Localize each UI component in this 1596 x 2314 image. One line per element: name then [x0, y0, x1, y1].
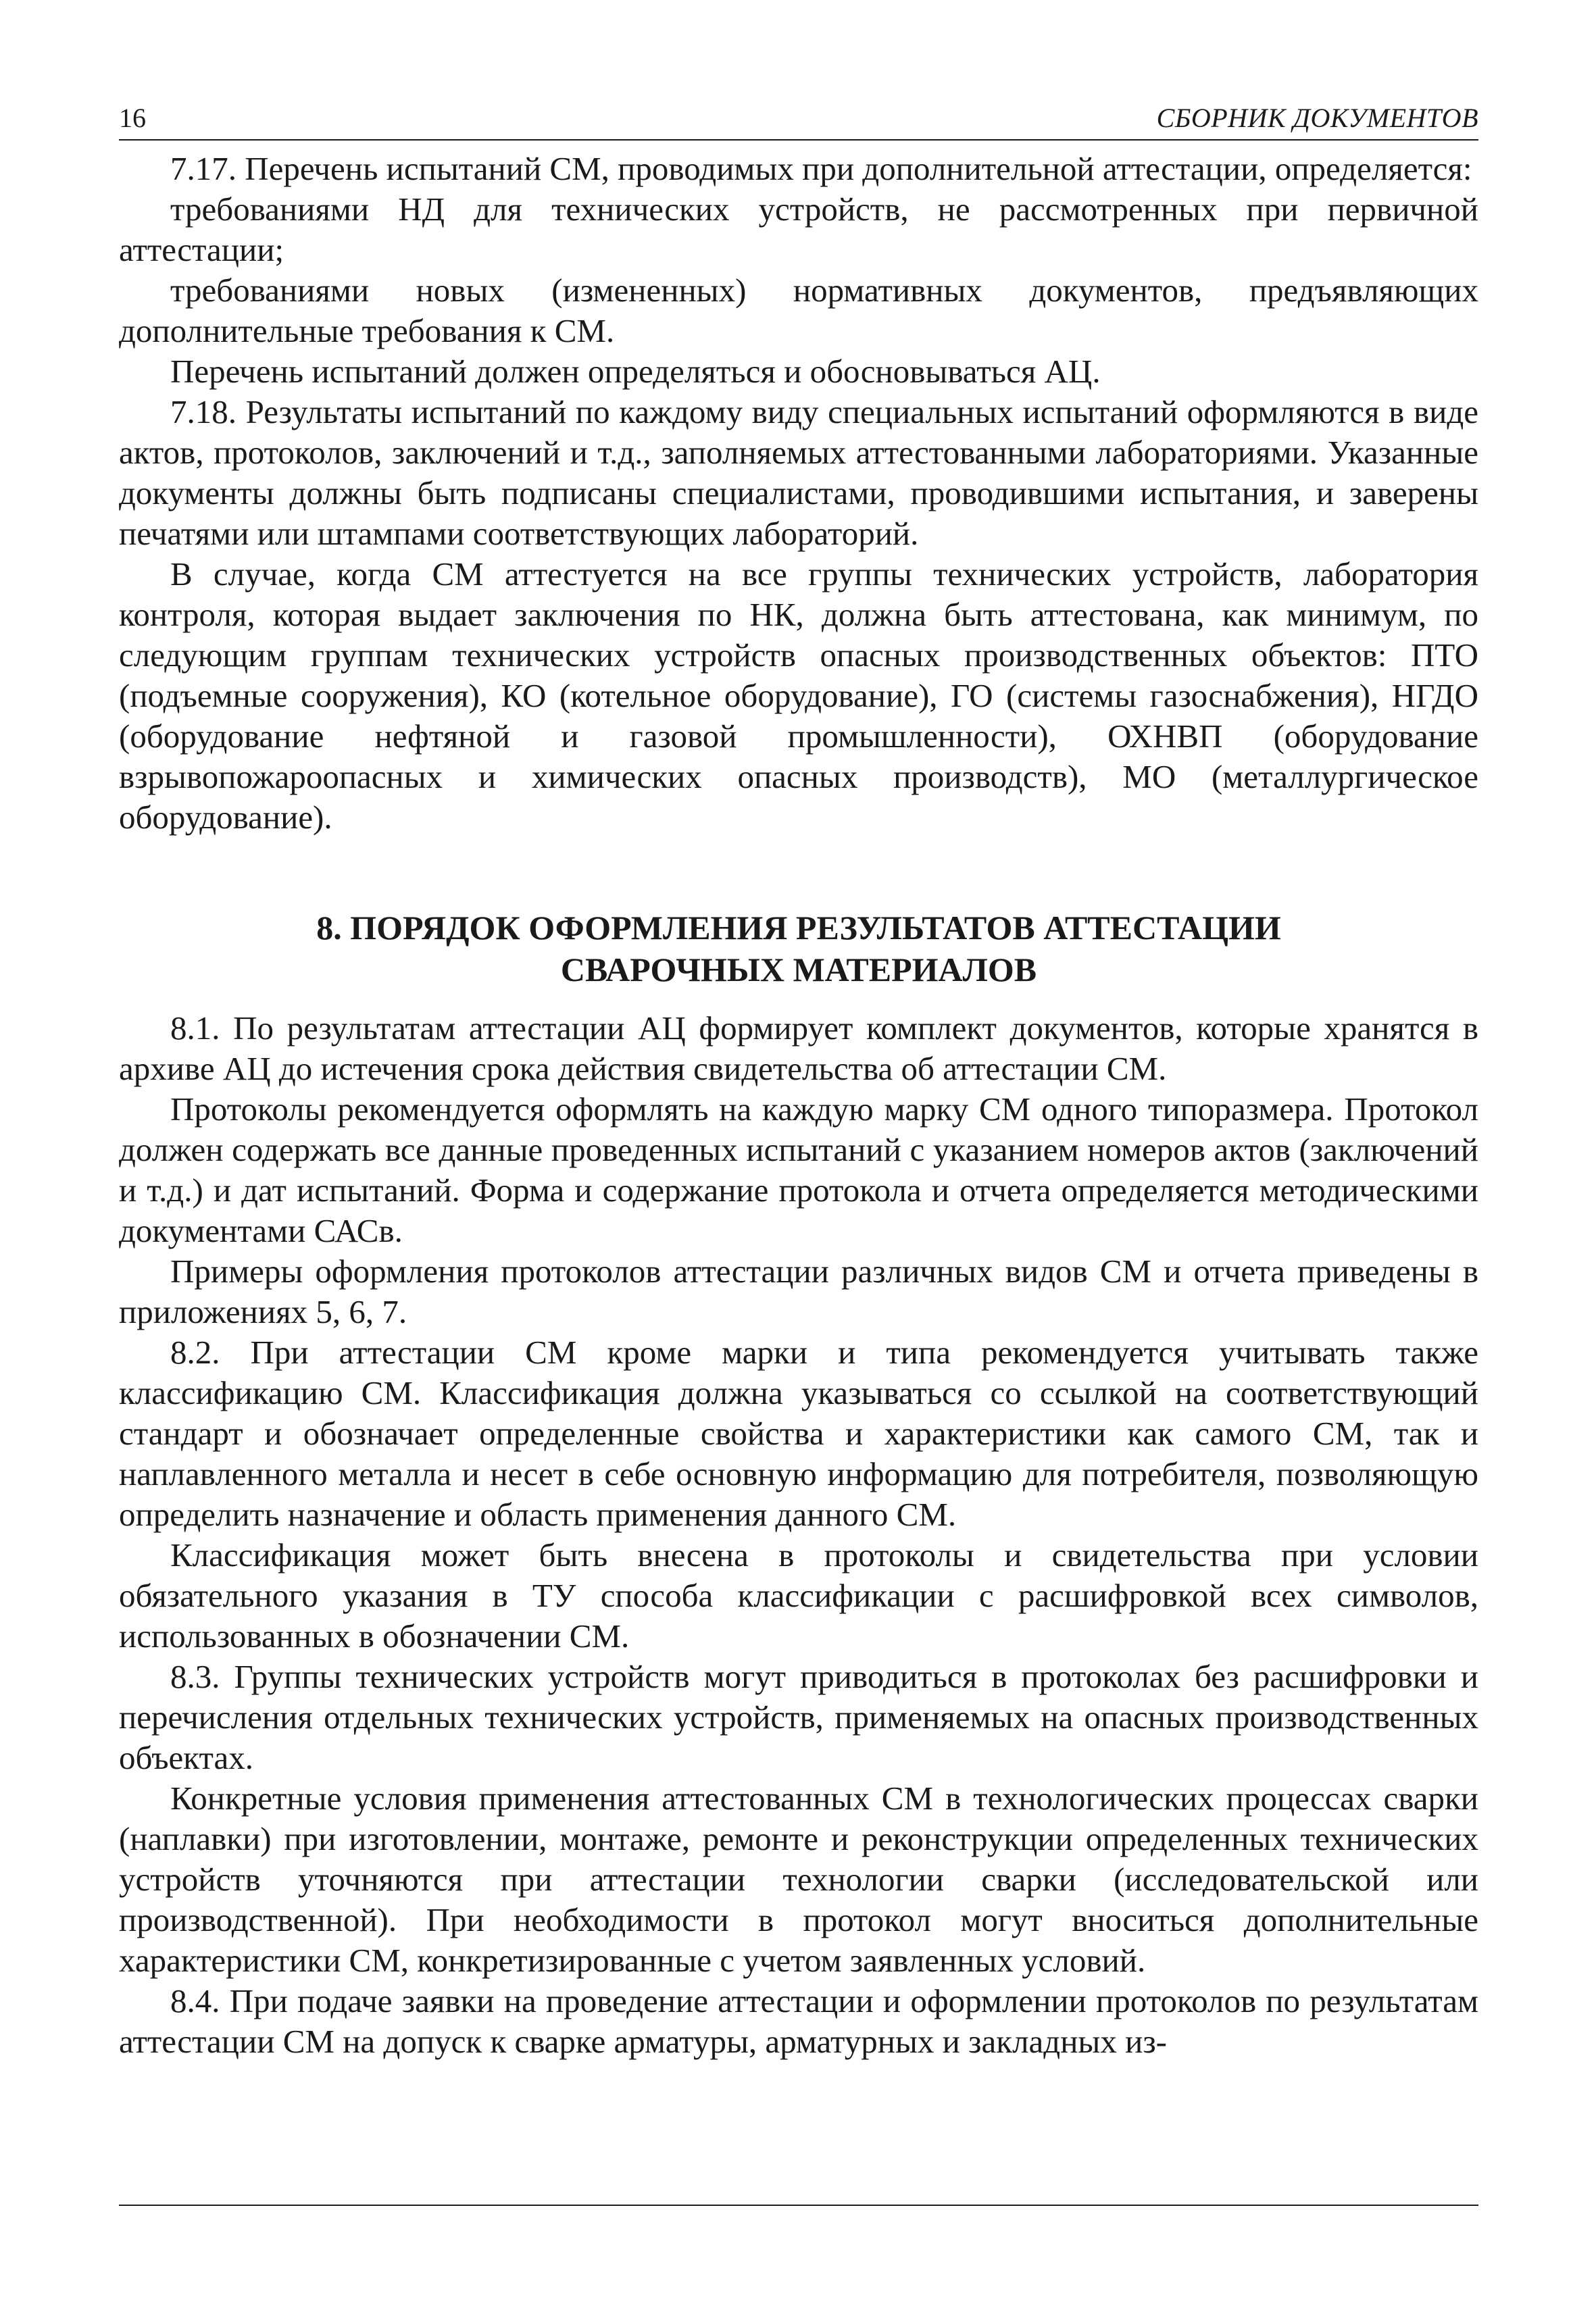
paragraph-8-1: 8.1. По результатам аттестации АЦ формирует комплект документов, которые хранятся в архиве АЦ до истечения срока действия свидетельства об аттестации СМ.	[119, 1009, 1478, 1087]
paragraph-classification: Классификация может быть внесена в протоколы и свидетельства при условии обязательного указания в ТУ способа классификации с расшифровкой всех символов, использованных в обозначении СМ.	[119, 1536, 1478, 1655]
paragraph-8-4: 8.4. При подаче заявки на проведение аттестации и оформлении протоколов по результатам аттестации СМ на допуск к сварке арматуры, арматурных и закладных из-	[119, 1982, 1478, 2060]
body-text	[119, 149, 1478, 2062]
paragraph-requirement-2: требованиями новых (измененных) нормативных документов, предъявляющих дополнительные требования к СМ.	[119, 272, 1478, 349]
paragraph-7-18: 7.18. Результаты испытаний по каждому виду специальных испытаний оформляются в виде актов, протоколов, заключений и т.д., заполняемых аттестованными лабораториями. Указанные документы должны быть подписаны специалистами, проводившими испытания, и заверены печатями или штампами соответствующих лабораторий.	[119, 393, 1478, 552]
paragraph-7-17: 7.17. Перечень испытаний СМ, проводимых при дополнительной аттестации, определяется:	[170, 150, 1472, 187]
paragraph-conditions: Конкретные условия применения аттестованных СМ в технологических процессах сварки (наплавки) при изготовлении, монтаже, ремонте и реконструкции определенных технических устройств уточняются при аттестации технологии сварки (исследовательской или производственной). При необходимости в протокол могут вноситься дополнительные характеристики СМ, конкретизированные с учетом заявленных условий.	[119, 1780, 1478, 1979]
section-heading-line-2: СВАРОЧНЫХ МАТЕРИАЛОВ	[560, 951, 1037, 988]
section-heading-8	[119, 907, 1478, 990]
paragraph-test-list: Перечень испытаний должен определяться и обосновываться АЦ.	[170, 353, 1101, 390]
running-header	[119, 101, 1478, 141]
paragraph-8-3: 8.3. Группы технических устройств могут приводиться в протоколах без расшифровки и перечисления отдельных технических устройств, применяемых на опасных производственных объектах.	[119, 1658, 1478, 1776]
section-heading-line-1: 8. ПОРЯДОК ОФОРМЛЕНИЯ РЕЗУЛЬТАТОВ АТТЕСТАЦИИ	[316, 909, 1281, 947]
page-number: 16	[119, 103, 146, 133]
paragraph-lab-groups: В случае, когда СМ аттестуется на все группы технических устройств, лаборатория контроля, которая выдает заключения по НК, должна быть аттестована, как минимум, по следующим группам технических устройств опасных производственных объектов: ПТО (подъемные сооружения), КО (котельное оборудование), ГО (системы газоснабжения), НГДО (оборудование нефтяной и газовой промышленности), ОХНВП (оборудование взрывопожароопасных и химических опасных производств), МО (металлургическое оборудование).	[119, 555, 1478, 836]
paragraph-protocols: Протоколы рекомендуется оформлять на каждую марку СМ одного типоразмера. Протокол должен содержать все данные проведенных испытаний с указанием номеров актов (заключений и т.д.) и дат испытаний. Форма и содержание протокола и отчета определяется методическими документами САСв.	[119, 1090, 1478, 1249]
document-page	[119, 101, 1478, 2062]
paragraph-examples: Примеры оформления протоколов аттестации различных видов СМ и отчета приведены в приложениях 5, 6, 7.	[119, 1253, 1478, 1330]
bottom-rule	[119, 2205, 1478, 2206]
running-title: СБОРНИК ДОКУМЕНТОВ	[1156, 103, 1478, 133]
paragraph-8-2: 8.2. При аттестации СМ кроме марки и типа рекомендуется учитывать также классификацию СМ. Классификация должна указываться со ссылкой на соответствующий стандарт и обозначает определенные свойства и характеристики как самого СМ, так и наплавленного металла и несет в себе основную информацию для потребителя, позволяющую определить назначение и область применения данного СМ.	[119, 1334, 1478, 1533]
paragraph-requirement-1: требованиями НД для технических устройств, не рассмотренных при первичной аттестации;	[119, 191, 1478, 268]
